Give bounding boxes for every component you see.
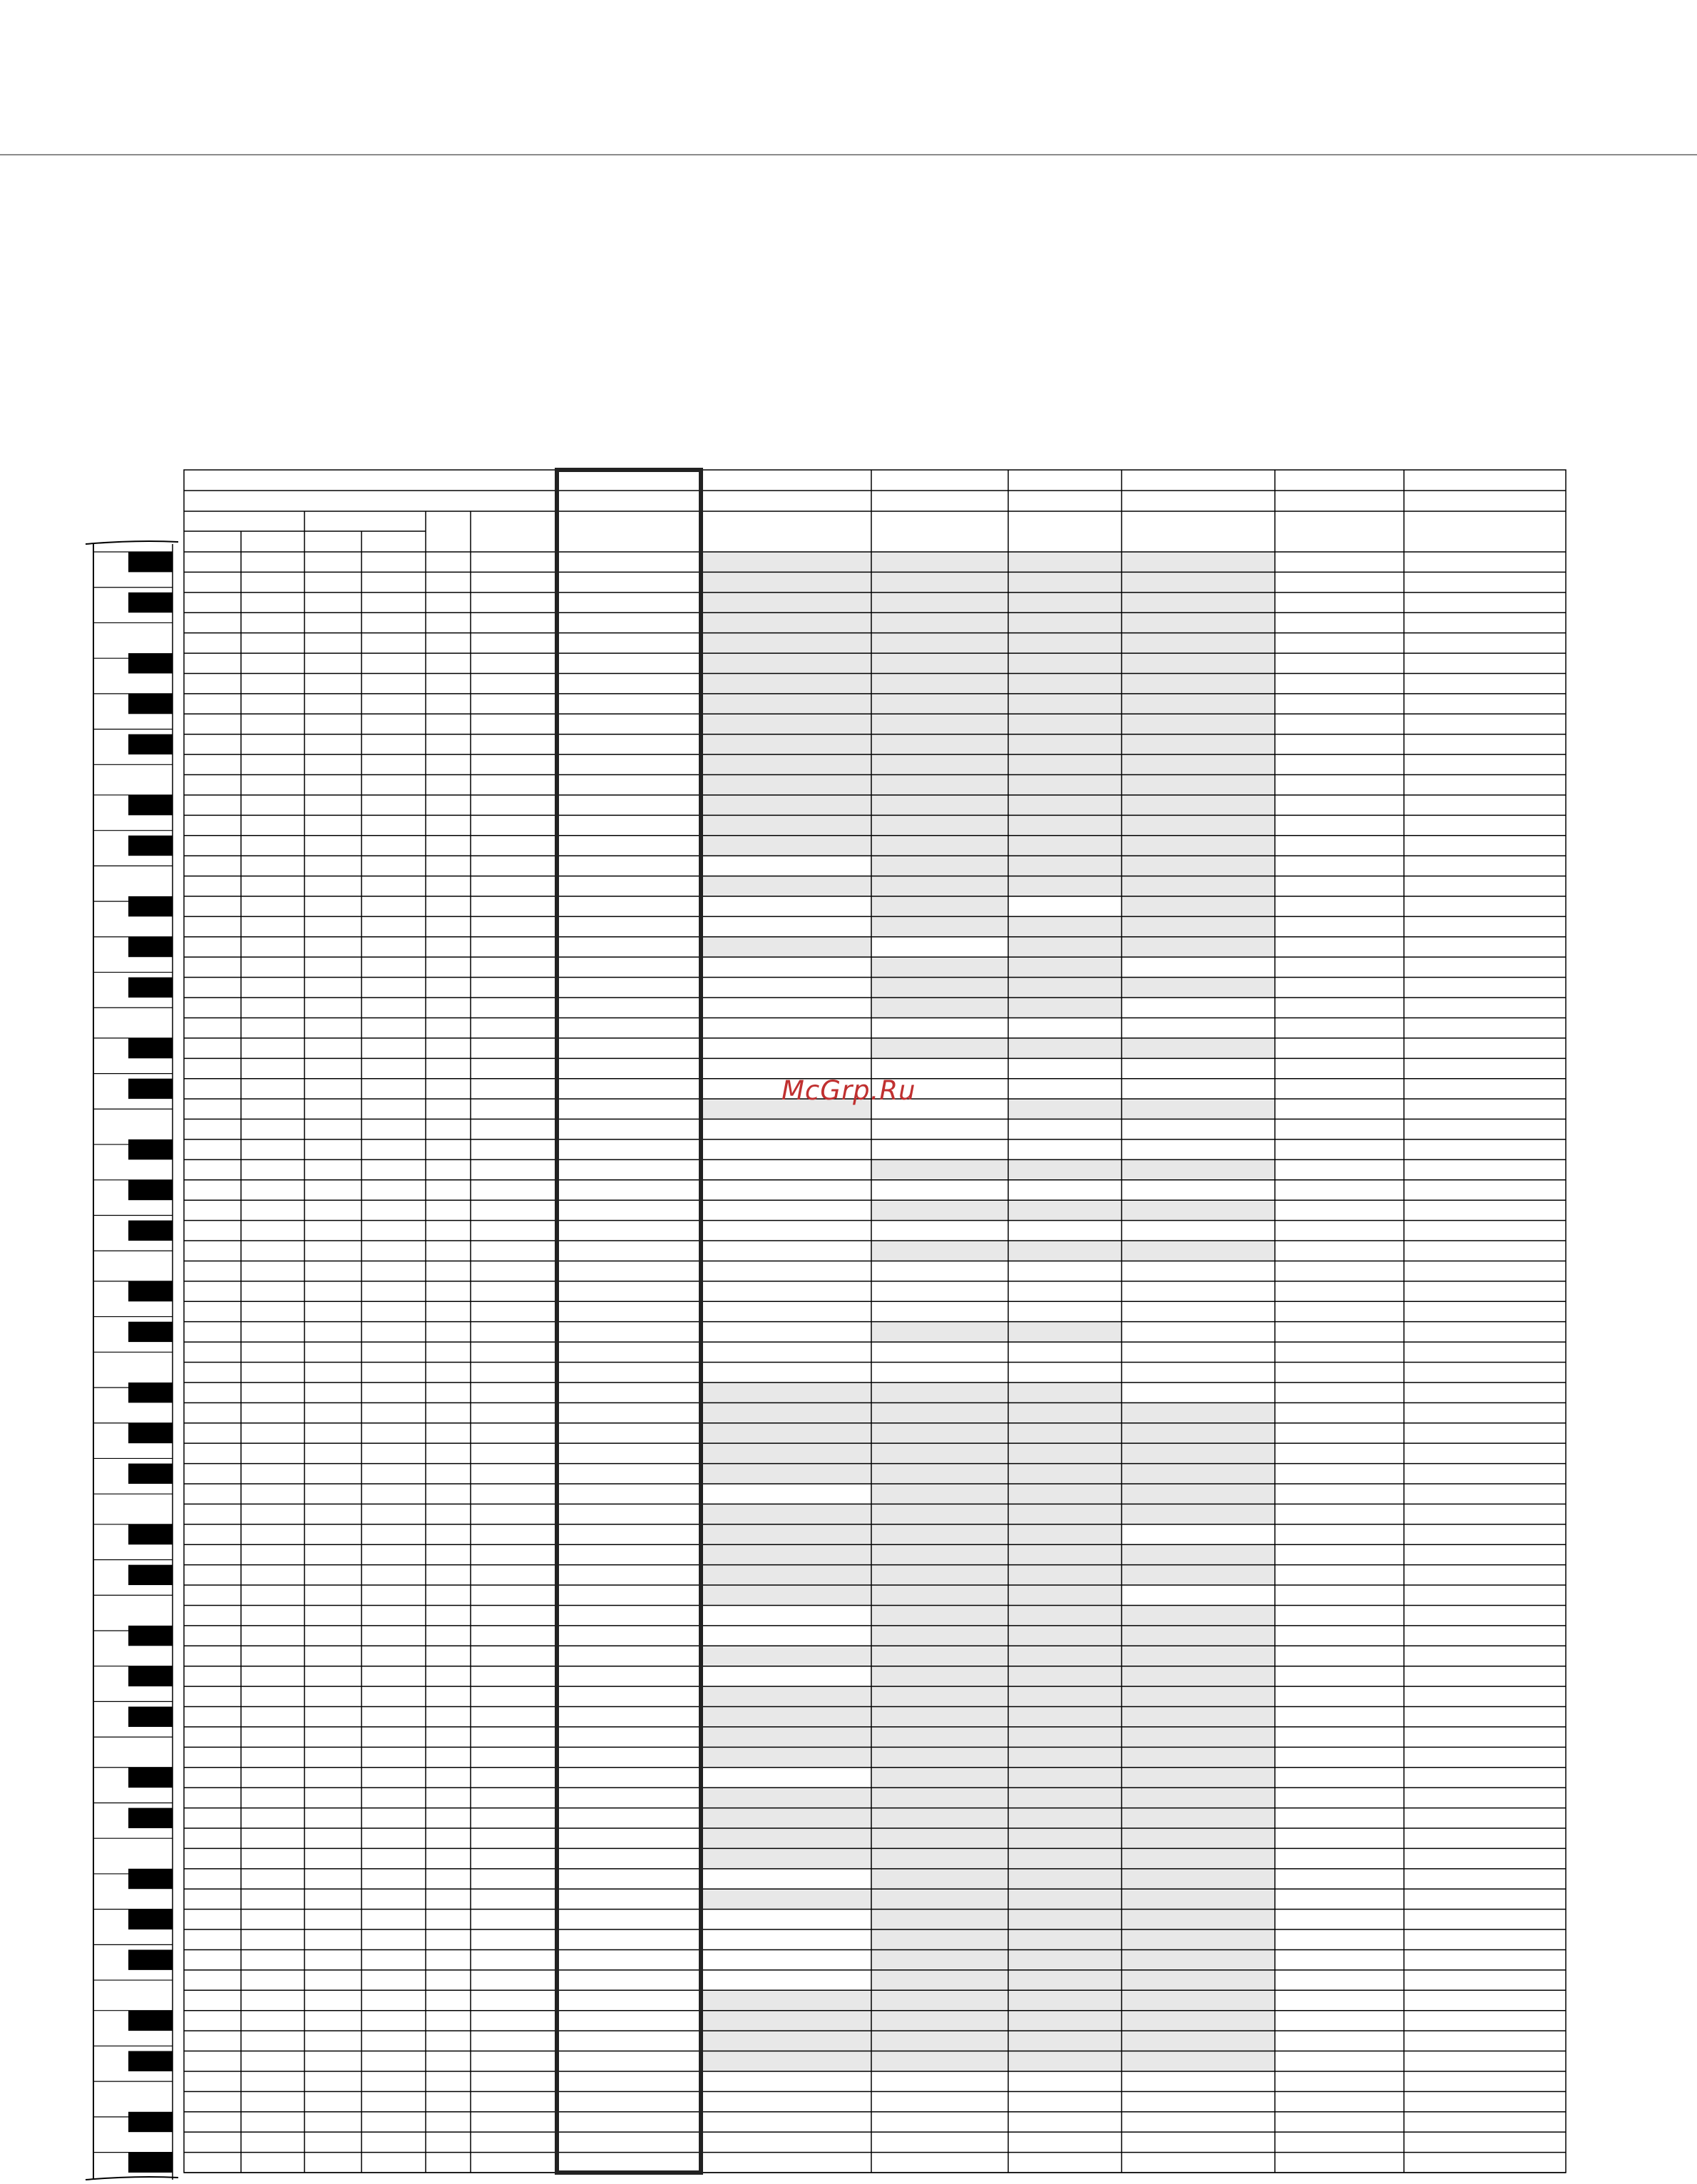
shaded-cell xyxy=(1008,1747,1122,1767)
black-key xyxy=(128,1949,173,1969)
shaded-cell xyxy=(701,1707,871,1727)
shaded-cell xyxy=(871,856,1008,876)
shaded-cell xyxy=(871,1585,1008,1605)
shaded-cell xyxy=(1008,754,1122,774)
shaded-cell xyxy=(701,1646,871,1666)
shaded-cell xyxy=(1122,856,1275,876)
black-key xyxy=(128,2011,173,2031)
shaded-cell xyxy=(871,1200,1008,1220)
shaded-cell xyxy=(1122,593,1275,612)
shaded-cell xyxy=(1122,1808,1275,1828)
shaded-cell xyxy=(701,1403,871,1422)
shaded-cell xyxy=(701,1585,871,1605)
black-key xyxy=(128,1524,173,1544)
shaded-cell xyxy=(701,1828,871,1848)
shaded-cell xyxy=(871,1666,1008,1686)
shaded-cell xyxy=(1122,653,1275,673)
shaded-cell xyxy=(871,1768,1008,1788)
shaded-cell xyxy=(871,593,1008,612)
shaded-cell xyxy=(701,1848,871,1868)
black-key xyxy=(128,836,173,856)
shaded-cell xyxy=(701,2051,871,2071)
black-key xyxy=(128,552,173,572)
shaded-cell xyxy=(871,572,1008,592)
black-key xyxy=(128,1808,173,1828)
shaded-cell xyxy=(1008,612,1122,632)
shaded-cell xyxy=(871,2011,1008,2031)
shaded-cell xyxy=(1122,795,1275,815)
shaded-cell xyxy=(701,1423,871,1443)
black-key xyxy=(128,1281,173,1301)
shaded-cell xyxy=(701,1443,871,1463)
shaded-cell xyxy=(1122,1828,1275,1848)
shaded-cell xyxy=(871,1383,1008,1403)
shaded-cell xyxy=(1122,1889,1275,1909)
black-key xyxy=(128,1221,173,1241)
shaded-cell xyxy=(701,552,871,572)
shaded-cell xyxy=(871,1423,1008,1443)
shaded-cell xyxy=(1008,2051,1122,2071)
shaded-cell xyxy=(1122,1707,1275,1727)
shaded-cell xyxy=(871,653,1008,673)
shaded-cell xyxy=(701,1464,871,1484)
shaded-cell xyxy=(871,1241,1008,1261)
shaded-cell xyxy=(871,896,1008,916)
shaded-cell xyxy=(1122,572,1275,592)
shaded-cell xyxy=(701,572,871,592)
shaded-cell xyxy=(701,1383,871,1403)
shaded-cell xyxy=(701,1524,871,1544)
shaded-cell xyxy=(1122,775,1275,795)
shaded-cell xyxy=(1008,1403,1122,1422)
shaded-cell xyxy=(701,2031,871,2051)
shaded-cell xyxy=(701,1889,871,1909)
shaded-cell xyxy=(1008,593,1122,612)
shaded-cell xyxy=(1122,1403,1275,1422)
shaded-cell xyxy=(1122,1788,1275,1808)
shaded-cell xyxy=(701,836,871,856)
shaded-cell xyxy=(1122,1727,1275,1747)
black-key xyxy=(128,795,173,815)
shaded-cell xyxy=(1008,998,1122,1017)
shaded-cell xyxy=(1122,1544,1275,1564)
shaded-cell xyxy=(871,1605,1008,1625)
shaded-cell xyxy=(1008,694,1122,714)
shaded-cell xyxy=(1122,1605,1275,1625)
shaded-cell xyxy=(701,815,871,835)
shaded-cell xyxy=(871,734,1008,754)
shaded-cell xyxy=(1122,552,1275,572)
shaded-cell xyxy=(871,633,1008,653)
shaded-cell xyxy=(1008,1970,1122,1990)
black-key xyxy=(128,1322,173,1342)
black-key xyxy=(128,1909,173,1929)
shaded-cell xyxy=(701,1686,871,1706)
shaded-cell xyxy=(871,1646,1008,1666)
shaded-cell xyxy=(1008,1929,1122,1949)
shaded-cell xyxy=(1008,1585,1122,1605)
shaded-cell xyxy=(1008,1707,1122,1727)
shaded-cell xyxy=(1122,1747,1275,1767)
black-key xyxy=(128,653,173,673)
shaded-cell xyxy=(1122,1099,1275,1119)
shaded-cell xyxy=(1008,1605,1122,1625)
shaded-cell xyxy=(871,1990,1008,2010)
shaded-cell xyxy=(701,653,871,673)
watermark-text: McGrp.Ru xyxy=(781,1075,916,1106)
shaded-cell xyxy=(871,957,1008,977)
shaded-cell xyxy=(871,795,1008,815)
shaded-cell xyxy=(871,1038,1008,1058)
shaded-cell xyxy=(1008,856,1122,876)
shaded-cell xyxy=(1122,1990,1275,2010)
shaded-cell xyxy=(1122,633,1275,653)
shaded-cell xyxy=(701,1990,871,2010)
shaded-cell xyxy=(701,734,871,754)
shaded-cell xyxy=(1122,734,1275,754)
shaded-cell xyxy=(1008,815,1122,835)
shaded-cell xyxy=(1122,1666,1275,1686)
shaded-cell xyxy=(871,1159,1008,1179)
shaded-cell xyxy=(1008,1423,1122,1443)
shaded-cell xyxy=(1122,1565,1275,1585)
shaded-cell xyxy=(1008,1443,1122,1463)
shaded-cell xyxy=(1008,1646,1122,1666)
shaded-cell xyxy=(1008,916,1122,936)
shaded-cell xyxy=(871,1524,1008,1544)
shaded-cell xyxy=(1008,1869,1122,1889)
shaded-cell xyxy=(1008,2011,1122,2031)
black-key xyxy=(128,1038,173,1058)
shaded-cell xyxy=(871,1869,1008,1889)
shaded-cell xyxy=(1008,795,1122,815)
shaded-cell xyxy=(871,836,1008,856)
shaded-cell xyxy=(701,1565,871,1585)
shaded-cell xyxy=(871,1970,1008,1990)
shaded-cell xyxy=(871,1707,1008,1727)
shaded-cell xyxy=(871,1484,1008,1504)
shaded-cell xyxy=(1122,978,1275,998)
shaded-cell xyxy=(1008,1828,1122,1848)
black-key xyxy=(128,1707,173,1727)
shaded-cell xyxy=(701,795,871,815)
shaded-cell xyxy=(1122,1929,1275,1949)
shaded-cell xyxy=(871,1403,1008,1422)
shaded-cell xyxy=(1008,1626,1122,1646)
shaded-cell xyxy=(1122,1869,1275,1889)
shaded-cell xyxy=(1122,937,1275,957)
shaded-cell xyxy=(871,1889,1008,1909)
shaded-cell xyxy=(1122,916,1275,936)
shaded-cell xyxy=(1008,978,1122,998)
black-key xyxy=(128,1768,173,1788)
shaded-cell xyxy=(1008,937,1122,957)
shaded-cell xyxy=(871,714,1008,734)
black-key xyxy=(128,1869,173,1889)
shaded-cell xyxy=(1008,734,1122,754)
shaded-cell xyxy=(871,1808,1008,1828)
shaded-cell xyxy=(1008,876,1122,896)
shaded-cell xyxy=(701,1808,871,1828)
shaded-cell xyxy=(1008,1159,1122,1179)
shaded-cell xyxy=(1008,1808,1122,1828)
shaded-cell xyxy=(871,1322,1008,1342)
shaded-cell xyxy=(871,1828,1008,1848)
shaded-cell xyxy=(1008,1241,1122,1261)
shaded-cell xyxy=(871,1727,1008,1747)
shaded-cell xyxy=(1122,836,1275,856)
shaded-cell xyxy=(1122,2051,1275,2071)
shaded-cell xyxy=(1008,1727,1122,1747)
shaded-cell xyxy=(701,694,871,714)
shaded-cell xyxy=(1008,1686,1122,1706)
shaded-cell xyxy=(701,714,871,734)
shaded-cell xyxy=(1008,673,1122,693)
shaded-cell xyxy=(871,1544,1008,1564)
black-key xyxy=(128,1079,173,1099)
shaded-cell xyxy=(701,937,871,957)
shaded-cell xyxy=(871,2051,1008,2071)
shaded-cell xyxy=(871,1626,1008,1646)
shaded-cell xyxy=(1122,1038,1275,1058)
shaded-cell xyxy=(1008,1909,1122,1929)
piano-keyboard xyxy=(86,541,178,2180)
shaded-cell xyxy=(871,552,1008,572)
shaded-cell xyxy=(1122,896,1275,916)
shaded-cell xyxy=(701,1544,871,1564)
shaded-cell xyxy=(701,1747,871,1767)
shaded-cell xyxy=(1008,572,1122,592)
shaded-cell xyxy=(871,775,1008,795)
shaded-cell xyxy=(871,754,1008,774)
shaded-cell xyxy=(701,593,871,612)
shaded-cell xyxy=(1122,673,1275,693)
black-key xyxy=(128,978,173,998)
black-key xyxy=(128,1423,173,1443)
black-key xyxy=(128,593,173,612)
shaded-cell xyxy=(1122,612,1275,632)
black-key xyxy=(128,694,173,714)
shaded-cell xyxy=(1008,1383,1122,1403)
shaded-cells xyxy=(701,552,1275,2071)
shaded-cell xyxy=(1008,633,1122,653)
shaded-cell xyxy=(1008,1848,1122,1868)
shaded-cell xyxy=(1008,552,1122,572)
shaded-cell xyxy=(1122,694,1275,714)
shaded-cell xyxy=(1122,1768,1275,1788)
keyboard-break-bottom xyxy=(86,2177,178,2180)
shaded-cell xyxy=(1008,1565,1122,1585)
shaded-cell xyxy=(1008,2031,1122,2051)
black-key xyxy=(128,734,173,754)
shaded-cell xyxy=(1122,2011,1275,2031)
shaded-cell xyxy=(1122,1646,1275,1666)
shaded-cell xyxy=(871,1949,1008,1969)
shaded-cell xyxy=(1122,1949,1275,1969)
black-key xyxy=(128,937,173,957)
shaded-cell xyxy=(871,1565,1008,1585)
shaded-cell xyxy=(1008,1504,1122,1524)
shaded-cell xyxy=(1008,714,1122,734)
shaded-cell xyxy=(1122,2031,1275,2051)
shaded-cell xyxy=(871,1848,1008,1868)
shaded-cell xyxy=(1008,957,1122,977)
shaded-cell xyxy=(1122,1970,1275,1990)
shaded-cell xyxy=(1122,1848,1275,1868)
shaded-cell xyxy=(871,2031,1008,2051)
shaded-cell xyxy=(701,1504,871,1524)
shaded-cell xyxy=(871,876,1008,896)
shaded-cell xyxy=(701,612,871,632)
shaded-cell xyxy=(701,633,871,653)
shaded-cell xyxy=(1008,1484,1122,1504)
shaded-cell xyxy=(871,998,1008,1017)
shaded-cell xyxy=(701,1788,871,1808)
black-key xyxy=(128,1383,173,1403)
shaded-cell xyxy=(1122,876,1275,896)
shaded-cell xyxy=(1008,1200,1122,1220)
shaded-cell xyxy=(871,1464,1008,1484)
shaded-cell xyxy=(1122,1909,1275,1929)
shaded-cell xyxy=(1122,1200,1275,1220)
shaded-cell xyxy=(871,1788,1008,1808)
shaded-cell xyxy=(701,754,871,774)
shaded-cell xyxy=(701,1727,871,1747)
shaded-cell xyxy=(1008,1544,1122,1564)
shaded-cell xyxy=(1122,1626,1275,1646)
shaded-cell xyxy=(871,1443,1008,1463)
shaded-cell xyxy=(871,1747,1008,1767)
black-key xyxy=(128,1565,173,1585)
shaded-cell xyxy=(871,1686,1008,1706)
shaded-cell xyxy=(871,694,1008,714)
shaded-cell xyxy=(871,612,1008,632)
shaded-cell xyxy=(1008,1038,1122,1058)
shaded-cell xyxy=(1122,1464,1275,1484)
shaded-cell xyxy=(701,876,871,896)
shaded-cell xyxy=(1122,1423,1275,1443)
shaded-cell xyxy=(1008,1524,1122,1544)
black-key xyxy=(128,1666,173,1686)
shaded-cell xyxy=(1122,1686,1275,1706)
black-key xyxy=(128,1139,173,1159)
shaded-cell xyxy=(1008,1990,1122,2010)
shaded-cell xyxy=(1122,1484,1275,1504)
shaded-cell xyxy=(871,1929,1008,1949)
shaded-cell xyxy=(1122,1443,1275,1463)
keyboard-break-top xyxy=(86,541,178,544)
shaded-cell xyxy=(1122,714,1275,734)
shaded-cell xyxy=(871,815,1008,835)
black-key xyxy=(128,1180,173,1200)
shaded-cell xyxy=(1122,754,1275,774)
shaded-cell xyxy=(1122,1241,1275,1261)
shaded-cell xyxy=(1008,1788,1122,1808)
shaded-cell xyxy=(1008,1322,1122,1342)
black-key xyxy=(128,1464,173,1484)
shaded-cell xyxy=(1008,1099,1122,1119)
shaded-cell xyxy=(701,673,871,693)
black-key xyxy=(128,2153,173,2173)
shaded-cell xyxy=(1008,1889,1122,1909)
shaded-cell xyxy=(701,775,871,795)
shaded-cell xyxy=(871,1504,1008,1524)
black-key xyxy=(128,1626,173,1646)
shaded-cell xyxy=(871,978,1008,998)
shaded-cell xyxy=(1122,1159,1275,1179)
shaded-cell xyxy=(871,673,1008,693)
shaded-cell xyxy=(1122,815,1275,835)
shaded-cell xyxy=(1008,1666,1122,1686)
shaded-cell xyxy=(1008,836,1122,856)
shaded-cell xyxy=(1008,653,1122,673)
shaded-cell xyxy=(1122,1504,1275,1524)
shaded-cell xyxy=(871,1909,1008,1929)
black-key xyxy=(128,896,173,916)
black-key xyxy=(128,2051,173,2071)
black-key xyxy=(128,2112,173,2132)
shaded-cell xyxy=(701,2011,871,2031)
shaded-cell xyxy=(1008,1768,1122,1788)
shaded-cell xyxy=(1008,1464,1122,1484)
shaded-cell xyxy=(1008,775,1122,795)
shaded-cell xyxy=(871,916,1008,936)
shaded-cell xyxy=(1008,1949,1122,1969)
